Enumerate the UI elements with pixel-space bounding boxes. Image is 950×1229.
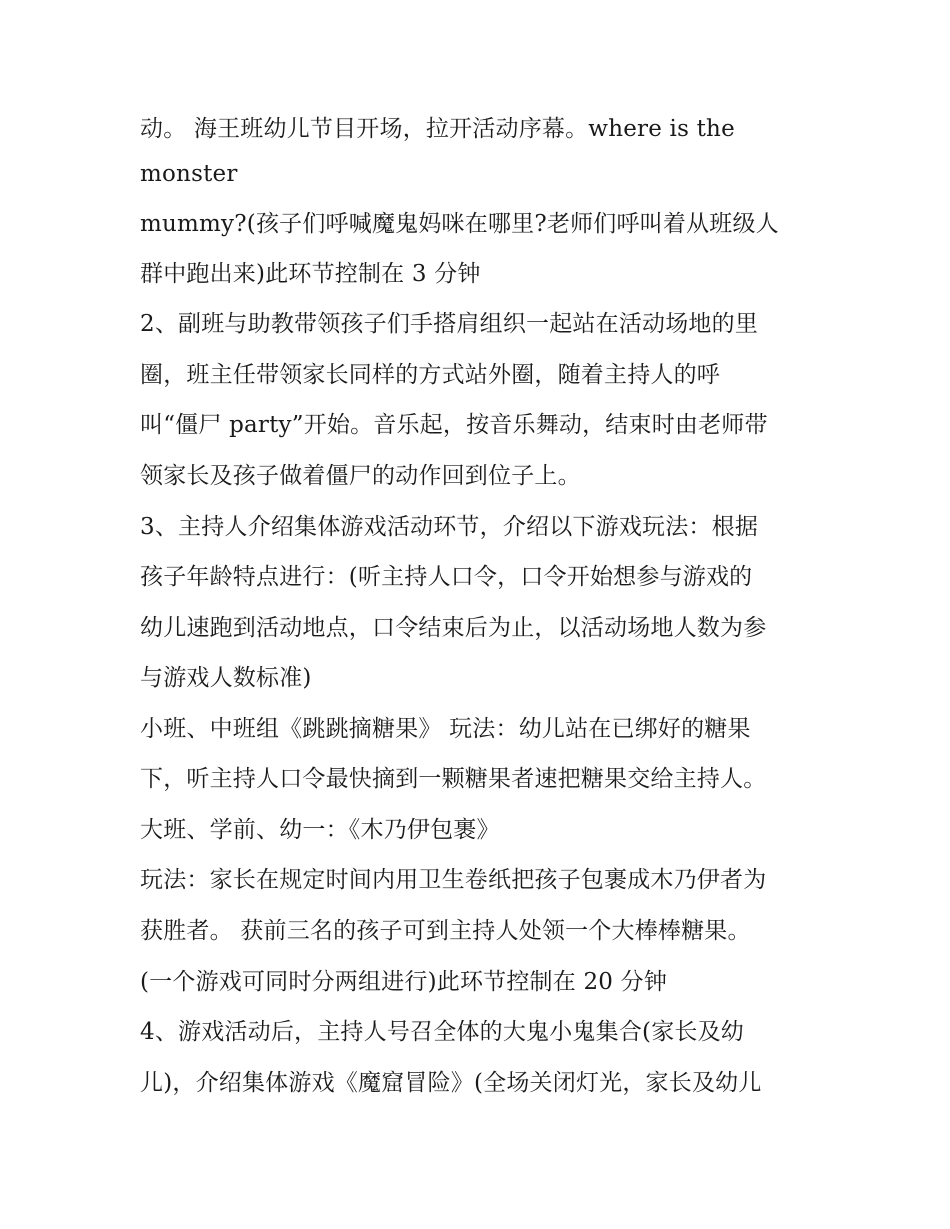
text-line: 玩法：家长在规定时间内用卫生卷纸把孩子包裹成木乃伊者为 (140, 867, 767, 893)
text-line: 群中跑出来)此环节控制在 3 分钟 (140, 261, 481, 287)
text-line: 领家长及孩子做着僵尸的动作回到位子上。 (140, 463, 581, 489)
text-line: mummy?(孩子们呼喊魔鬼妈咪在哪里?老师们呼叫着从班级人 (140, 211, 779, 237)
text-line: 4、游戏活动后，主持人号召全体的大鬼小鬼集合(家长及幼 (140, 1019, 745, 1045)
text-line: 叫“僵尸 party”开始。音乐起，按音乐舞动，结束时由老师带 (140, 412, 768, 438)
text-line: 动。 海王班幼儿节目开场，拉开活动序幕。where is the (140, 116, 735, 142)
text-line: (一个游戏可同时分两组进行)此环节控制在 20 分钟 (140, 969, 668, 995)
text-line: 幼儿速跑到活动地点，口令结束后为止，以活动场地人数为参 (140, 615, 767, 641)
text-line: 儿)，介绍集体游戏《魔窟冒险》(全场关闭灯光，家长及幼儿 (140, 1070, 762, 1096)
text-line: 圈，班主任带领家长同样的方式站外圈，随着主持人的呼 (140, 362, 720, 388)
text-line: 3、主持人介绍集体游戏活动环节，介绍以下游戏玩法：根据 (140, 514, 759, 540)
text-line: 获胜者。 获前三名的孩子可到主持人处领一个大棒棒糖果。 (140, 918, 751, 944)
text-line: 下，听主持人口令最快摘到一颗糖果者速把糖果交给主持人。 (140, 766, 767, 792)
text-line: monster (140, 161, 238, 187)
text-line: 大班、学前、幼一：《木乃伊包裹》 (140, 817, 500, 843)
text-line: 与游戏人数标准) (140, 665, 312, 691)
text-line: 孩子年龄特点进行：(听主持人口令，口令开始想参与游戏的 (140, 564, 753, 590)
text-line: 2、副班与助教带领孩子们手搭肩组织一起站在活动场地的里 (140, 311, 759, 337)
text-line: 小班、中班组《跳跳摘糖果》 玩法：幼儿站在已绑好的糖果 (140, 716, 751, 742)
